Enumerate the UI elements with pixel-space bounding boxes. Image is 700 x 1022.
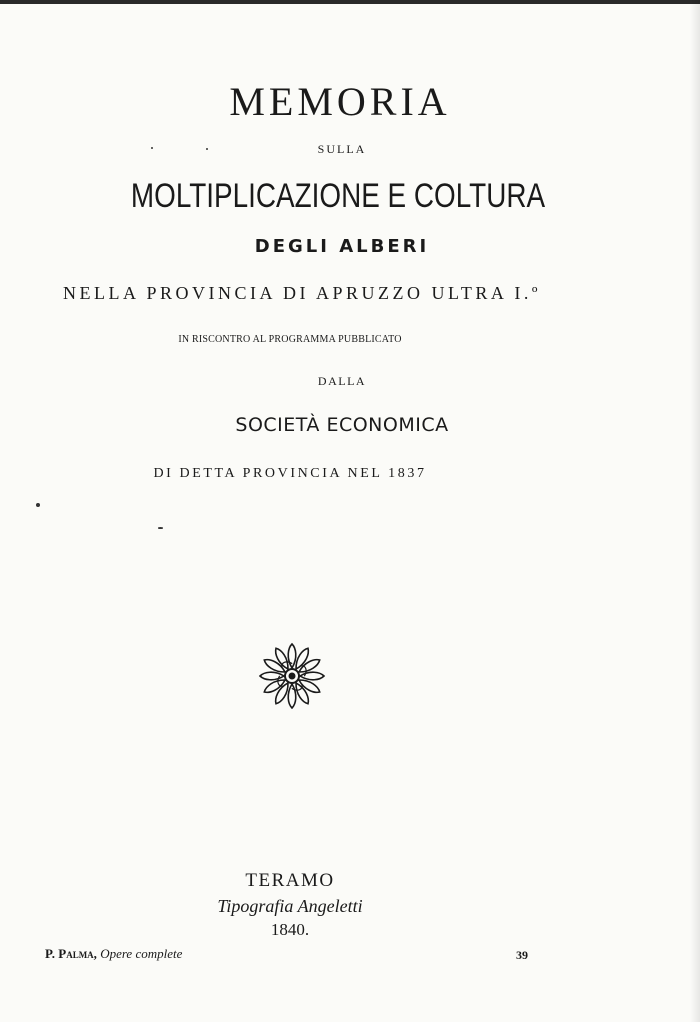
scan-speck	[151, 147, 153, 149]
imprint-printer: Tipografia Angeletti	[217, 896, 363, 916]
scan-speck	[36, 503, 40, 507]
floral-rosette-icon	[256, 640, 328, 712]
main-subject: MOLTIPLICAZIONE E COLTURA	[130, 177, 546, 215]
imprint-city: TERAMO	[245, 870, 335, 891]
society-detail: DI DETTA PROVINCIA NEL 1837	[153, 466, 427, 481]
scan-top-border	[0, 0, 700, 4]
subtitle-connector: SULLA	[317, 142, 367, 156]
society-name: SOCIETÀ ECONOMICA	[235, 414, 449, 436]
footer-works: Opere complete	[100, 946, 183, 961]
document-title: MEMORIA	[229, 79, 451, 124]
footer-attribution	[45, 946, 182, 962]
region-line: NELLA PROVINCIA DI APRUZZO ULTRA I.º	[63, 283, 541, 303]
page-number: 39	[516, 948, 528, 962]
scan-speck	[206, 148, 208, 150]
imprint-year: 1840.	[270, 920, 310, 939]
from-connector: DALLA	[317, 374, 367, 388]
footer-author: P. Palma,	[45, 946, 97, 961]
subject-object: DEGLI ALBERI	[254, 236, 430, 257]
scan-speck	[158, 527, 163, 529]
response-note: IN RISCONTRO AL PROGRAMMA PUBBLICATO	[178, 334, 402, 345]
